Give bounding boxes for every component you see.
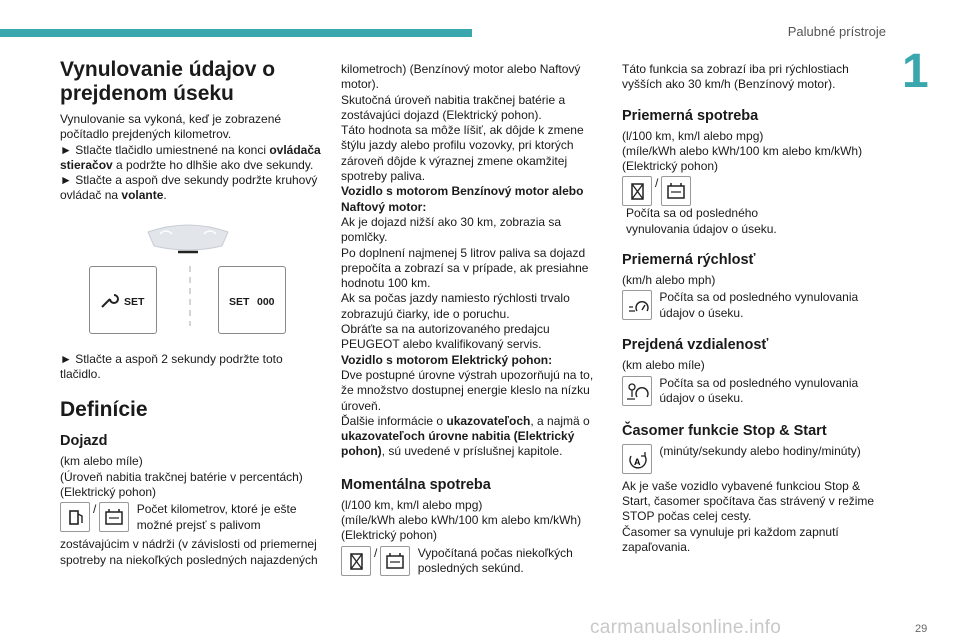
petrol-heading: Vozidlo s motorom Benzínový motor alebo Naftový motor: [341,184,584,214]
icon-separator: / [374,545,378,560]
fuel-consumption-icon [341,546,371,576]
battery-consumption-icon [380,546,410,576]
average-battery-icon [661,176,691,206]
definitions-title: Definície [60,398,148,422]
range-explanation: kilometroch) (Benzínový motor alebo Naftový motor). Skutočná úroveň nabitia trakčnej batérie a zostávajúci dojazd (Elektrický pohon). Táto hodnota sa môže líšiť, ak dôjde k zmene štýlu jazdy alebo profilu vozovky, pri ktorých zároveň dôjde k výraznej zmene okamžitej spotreby paliva. [341,62,584,184]
average-consumption-icon-text: Počíta sa od posledného vynulovania údajov o úseku. [626,206,777,236]
chapter-number: 1 [902,45,929,98]
electric-heading: Vozidlo s motorom Elektrický pohon: [341,352,553,367]
set-button-left [89,266,157,334]
column-3 [622,62,884,555]
stop-start-icon-text: (minúty/sekundy alebo hodiny/minúty) [659,443,861,458]
reset-intro: Vynulovanie sa vykoná, keď je zobrazené počítadlo prejdených kilometrov. [60,112,282,142]
average-consumption-units: (l/100 km, km/l alebo mpg) (míle/kWh alebo kWh/100 km alebo km/kWh) (Elektrický pohon) [622,128,863,174]
indicators-reference: Ďalšie informácie o ukazovateľoch, a najmä o ukazovateľoch úrovne nabitia (Elektrický pohon), sú uvedené v príslušnej kapitole. [341,413,590,459]
set-label-left: SET [124,295,145,308]
average-speed-icon-row [622,290,884,322]
header-accent-bar [0,29,472,37]
watermark: carmanualsonline.info [590,617,782,638]
reset-step-3: ► Stlačte a aspoň 2 sekundy podržte toto tlačidlo. [60,351,283,382]
average-consumption-icon-row [622,176,884,237]
distance-icon [622,376,652,406]
stop-start-icon [622,444,652,474]
average-fuel-icon [622,176,652,206]
electric-text: Dve postupné úrovne výstrah upozorňujú na to, že množstvo dostupnej energie kleslo na nízku úroveň. [341,367,594,413]
instant-consumption-icon-row [341,546,601,578]
reset-step-2: ► Stlačte a aspoň dve sekundy podržte kruhový ovládač na volante. [60,173,318,203]
average-speed-icon-text: Počíta sa od posledného vynulovania údajov o úseku. [659,290,859,320]
instant-consumption-title: Momentálna spotreba [341,476,491,493]
stop-start-title: Časomer funkcie Stop & Start [622,422,827,439]
range-units: (km alebo míle) (Úroveň nabitia trakčnej batérie v percentách) (Elektrický pohon) [60,454,303,499]
header-section-title: Palubné prístroje [787,24,886,39]
page-number: 29 [915,623,928,635]
column-1 [60,58,322,568]
speed-condition-text: Táto funkcia sa zobrazí iba pri rýchlostiach vyšších ako 30 km/h (Benzínový motor). [622,62,849,92]
range-text-continued: zostávajúcim v nádrži (v závislosti od priemernej spotreby na niekoľkých posledných najazdených [60,537,318,567]
stop-start-icon-row [622,444,884,476]
battery-plug-icon [99,502,129,532]
average-consumption-title: Priemerná spotreba [622,107,759,124]
wrench-icon [98,289,120,311]
instant-consumption-icon-text: Vypočítaná počas niekoľkých posledných sekúnd. [417,545,573,575]
distance-icon-row [622,376,884,408]
reset-illustration [60,214,322,344]
stop-start-text: Ak je vaše vozidlo vybavené funkciou Stop & Start, časomer spočítava čas strávený v režime STOP počas celej cesty. Časomer sa vynuluje pri každom zapnutí zapaľovania. [622,478,875,554]
petrol-text: Ak je dojazd nižší ako 30 km, zobrazia sa pomlčky. Po doplnení najmenej 5 litrov paliva sa dojazd prepočíta a zobrazí sa v prípade, ak presiahne hodnotu 100 km. Ak sa počas jazdy namiesto rýchlosti trvalo zobrazujú čiarky, ide o poruchu. Obráťte sa na autorizovaného predajcu PEUGEOT alebo kvalifikovaný servis. [341,214,589,352]
average-speed-title: Priemerná rýchlosť [622,252,756,269]
column-2 [341,62,601,581]
reset-trip-title: Vynulovanie údajov o prejdenom úseku [60,58,276,105]
distance-icon-text: Počíta sa od posledného vynulovania údajov o úseku. [659,375,859,405]
range-icon-text: Počet kilometrov, ktoré je ešte možné prejsť s palivom [136,502,297,532]
range-icon-row [60,502,322,534]
range-title: Dojazd [60,433,108,450]
icon-separator: / [655,176,659,191]
icon-separator: / [93,502,97,517]
set-button-right [218,266,286,334]
set-digits-right: 000 [257,295,275,308]
average-speed-units: (km/h alebo mph) [622,273,716,288]
speedometer-icon [622,290,652,320]
fuel-pump-icon [60,502,90,532]
svg-text:A: A [634,456,641,467]
distance-title: Prejdená vzdialenosť [622,337,769,354]
set-label-right: SET [229,295,250,308]
instant-consumption-units: (l/100 km, km/l alebo mpg) (míle/kWh alebo kWh/100 km alebo km/kWh) (Elektrický pohon) [341,497,582,543]
distance-units: (km alebo míle) [622,358,705,373]
reset-step-1: ► Stlačte tlačidlo umiestnené na konci ovládača stieračov a podržte ho dlhšie ako dve sekundy. [60,142,321,172]
